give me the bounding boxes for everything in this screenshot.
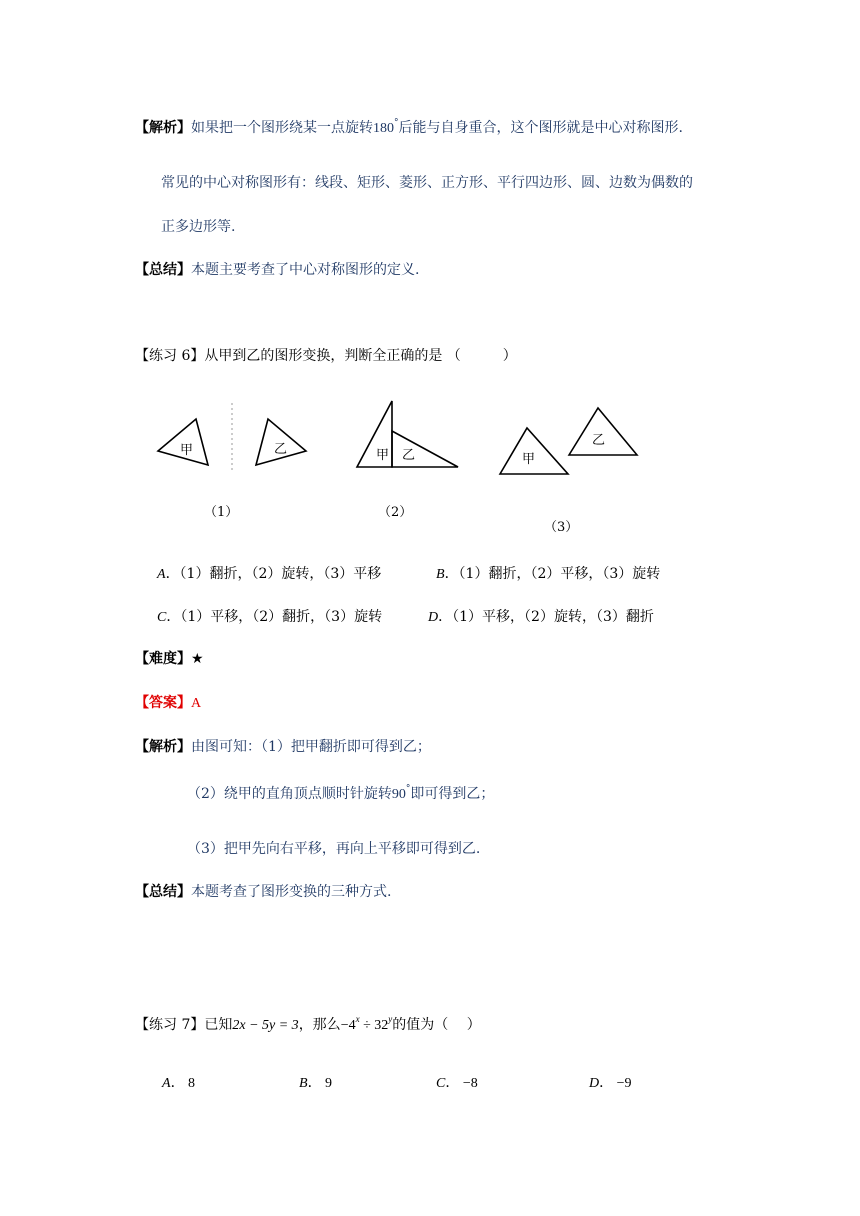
answer-value: A bbox=[191, 696, 202, 711]
option-b bbox=[436, 564, 660, 585]
figure-1-caption: （1） bbox=[204, 505, 239, 520]
exercise-7-text-a: 已知 bbox=[204, 1017, 233, 1033]
option-a-letter: A bbox=[157, 567, 166, 582]
q6-summary-text: 本题考查了图形变换的三种方式. bbox=[191, 884, 392, 900]
q6-analysis-line-2 bbox=[187, 784, 494, 805]
summary-paragraph bbox=[135, 260, 419, 280]
exercise-7-stem bbox=[135, 1015, 481, 1036]
exercise-7-equation: 2x − 5y = 3 bbox=[232, 1018, 299, 1033]
degree-mark: ° bbox=[394, 118, 399, 128]
exercise-7-expr-a: −4 bbox=[340, 1018, 356, 1033]
common-shapes-line-2: 正多边形等. bbox=[161, 219, 236, 235]
figure-3-label-yi: 乙 bbox=[592, 433, 606, 448]
figure-2-label-jia: 甲 bbox=[376, 448, 390, 463]
exercise-7-exp-x: x bbox=[355, 1014, 360, 1024]
answer-line bbox=[135, 693, 201, 714]
option-c bbox=[157, 607, 382, 628]
q7-option-c-value: ． −8 bbox=[445, 1076, 478, 1091]
common-shapes-line-1: 常见的中心对称图形有：线段、矩形、菱形、正方形、平行四边形、圆、边数为偶数的 bbox=[161, 175, 693, 191]
q7-option-b-letter: B bbox=[299, 1076, 308, 1091]
exercise-6-stem bbox=[135, 346, 517, 366]
exercise-6-question: 从甲到乙的图形变换，判断全正确的是 （ ） bbox=[204, 348, 517, 364]
q6-summary bbox=[135, 882, 391, 902]
q6-summary-tag: 【总结】 bbox=[135, 884, 191, 900]
difficulty-line bbox=[135, 649, 204, 669]
q7-option-b bbox=[299, 1073, 332, 1094]
q6-analysis-text-2b: 即可得到乙； bbox=[410, 786, 495, 802]
analysis-tag: 【解析】 bbox=[135, 120, 191, 136]
q7-option-c-letter: C bbox=[436, 1076, 446, 1091]
analysis-text-b: 后能与自身重合，这个图形就是中心对称图形. bbox=[398, 120, 683, 136]
exercise-7-expr-b: ÷ 32 bbox=[359, 1018, 389, 1033]
figure-1-label-yi: 乙 bbox=[274, 442, 288, 457]
exercise-7-tag: 【练习 7】 bbox=[135, 1017, 205, 1033]
q6-analysis-text-2a: （2）绕甲的直角顶点顺时针旋转 bbox=[187, 786, 392, 802]
figure-3-label-jia: 甲 bbox=[522, 452, 536, 467]
option-c-text: ．（1）平移，（2）翻折，（3）旋转 bbox=[166, 609, 383, 625]
option-d-letter: D bbox=[428, 610, 439, 625]
figure-3-triangle-jia bbox=[500, 428, 568, 474]
figure-2-label-yi: 乙 bbox=[402, 448, 416, 463]
figure-1-label-jia: 甲 bbox=[180, 443, 194, 458]
q7-option-c bbox=[436, 1073, 478, 1094]
analysis-paragraph bbox=[135, 118, 683, 139]
q7-option-a-value: ． 8 bbox=[170, 1076, 196, 1091]
transformation-figures bbox=[0, 395, 860, 535]
exercise-7-text-c: 的值为（ ） bbox=[392, 1017, 481, 1033]
option-d bbox=[428, 607, 654, 628]
option-b-text: ．（1）翻折，（2）平移，（3）旋转 bbox=[444, 566, 661, 582]
summary-tag: 【总结】 bbox=[135, 262, 191, 278]
difficulty-tag: 【难度】 bbox=[135, 651, 191, 667]
figure-1-reflection bbox=[158, 403, 306, 473]
difficulty-star: ★ bbox=[191, 651, 204, 667]
option-b-letter: B bbox=[436, 567, 445, 582]
analysis-text-a: 如果把一个图形绕某一点旋转 bbox=[191, 120, 373, 136]
q6-analysis-line-3: （3）把甲先向右平移，再向上平移即可得到乙. bbox=[187, 841, 481, 857]
q7-option-d-value: ． −9 bbox=[599, 1076, 632, 1091]
option-a-text: ．（1）翻折，（2）旋转，（3）平移 bbox=[165, 566, 382, 582]
q7-option-b-value: ． 9 bbox=[307, 1076, 333, 1091]
option-d-text: ．（1）平移，（2）旋转，（3）翻折 bbox=[438, 609, 654, 625]
q7-option-d-letter: D bbox=[589, 1076, 600, 1091]
option-c-letter: C bbox=[157, 610, 167, 625]
angle-90: 90 bbox=[391, 787, 406, 802]
figure-3-translation bbox=[500, 408, 637, 474]
q6-analysis-text-1: 由图可知：（1）把甲翻折即可得到乙； bbox=[191, 739, 431, 755]
degree-mark-90: ° bbox=[405, 784, 411, 794]
q7-option-d bbox=[589, 1073, 632, 1094]
option-a bbox=[157, 564, 381, 585]
figure-2-rotation bbox=[357, 401, 458, 467]
figure-2-caption: （2） bbox=[378, 505, 413, 520]
answer-tag: 【答案】 bbox=[135, 695, 191, 711]
q7-option-a-letter: A bbox=[162, 1076, 171, 1091]
q7-option-a bbox=[162, 1073, 195, 1094]
exercise-7-exp-y: y bbox=[388, 1014, 393, 1024]
q6-analysis-line-1 bbox=[135, 737, 431, 757]
q6-analysis-tag: 【解析】 bbox=[135, 739, 191, 755]
summary-text: 本题主要考查了中心对称图形的定义. bbox=[191, 262, 420, 278]
figure-3-caption: （3） bbox=[544, 520, 579, 535]
figure-1-triangle-jia bbox=[158, 419, 208, 465]
exercise-6-tag: 【练习 6】 bbox=[135, 348, 205, 364]
exercise-7-text-b: ，那么 bbox=[298, 1017, 341, 1033]
angle-180: 180 bbox=[373, 121, 394, 136]
